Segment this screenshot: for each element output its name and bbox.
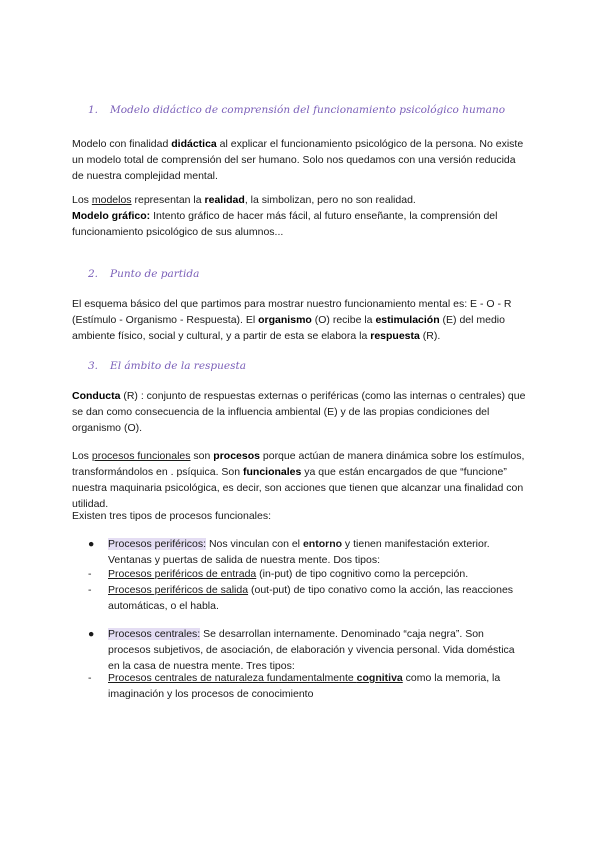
bold-conducta: Conducta xyxy=(72,390,121,402)
text-run: Los xyxy=(72,194,92,206)
text-run: (E) del medio ambiente físico, social y cultural, y a partir de esta se elabora la xyxy=(72,314,505,342)
text-run: (out-put) de tipo conativo como la acción, las reacciones automáticas, o el habla. xyxy=(108,584,514,612)
text-run: representan la xyxy=(131,194,205,206)
bold-realidad: realidad xyxy=(204,194,245,206)
dash-cognitive-processes xyxy=(88,670,528,702)
text-run: y tienen manifestación exterior. Ventanas y puertas de salida de nuestra mente. Dos tipos: xyxy=(108,538,490,566)
bullet-mark: ● xyxy=(88,628,95,640)
dash-mark: - xyxy=(88,672,92,684)
paragraph-three-types: Existen tres tipos de procesos funcionales: xyxy=(72,510,272,522)
paragraph-eor-scheme xyxy=(72,296,528,344)
text-run: al explicar el funcionamiento psicológico de la persona. No existe un modelo total de comprensión del ser humano. Solo nos quedamos con una versión reducida de nuestra complejidad mental. xyxy=(72,138,524,182)
text-run: ya que están encargados de que “funcione” nuestra maquinaria psicológica, es decir, son acciones que tienen que alcanzar una finalidad con utilidad. xyxy=(72,466,524,510)
highlight-procesos-perifericos: Procesos periféricos: xyxy=(108,538,207,550)
text-run: (R) : conjunto de respuestas externas o periféricas (como las internas o centrales) que se dan como consecuencia de la influencia ambiental (E) y de las propias condiciones del organismo (O). xyxy=(72,390,526,434)
highlight-procesos-centrales: Procesos centrales: xyxy=(108,628,201,640)
dash-input-processes xyxy=(88,566,528,582)
underlined-modelos: modelos xyxy=(91,194,132,206)
text-run: Se desarrollan internamente. Denominado “caja negra”. Son procesos subjetivos, de asociación, de elaboración y vivencia personal. Vida doméstica en la casa de nuestra mente. Tres tipos: xyxy=(108,628,515,672)
bullet-mark: ● xyxy=(88,538,95,550)
section-number: 1. xyxy=(88,104,99,116)
dash-mark: - xyxy=(88,584,92,596)
bold-procesos: procesos xyxy=(213,450,260,462)
bold-organismo: organismo xyxy=(258,314,312,326)
bold-respuesta: respuesta xyxy=(370,330,420,342)
paragraph-graphic-model xyxy=(72,208,528,240)
section-number: 2. xyxy=(88,268,99,280)
section-heading-2 xyxy=(88,268,199,280)
section-heading-1 xyxy=(88,104,505,116)
text-run: Intento gráfico de hacer más fácil, al futuro enseñante, la comprensión del funcionamiento psicológico de sus alumnos... xyxy=(72,210,498,238)
underlined-procesos-funcionales: procesos funcionales xyxy=(91,450,191,462)
text-run: porque actúan de manera dinámica sobre los estímulos, transformándolos en . psíquica. Son xyxy=(72,450,525,478)
text-run: Nos vinculan con el xyxy=(206,538,303,550)
bold-entorno: entorno xyxy=(302,538,343,550)
text-run: Los xyxy=(72,450,92,462)
section-title: El ámbito de la respuesta xyxy=(110,360,246,372)
text-run: , la simbolizan, pero no son realidad. xyxy=(244,194,416,206)
section-title: Punto de partida xyxy=(110,268,200,280)
text-run: Modelo con finalidad xyxy=(72,138,172,150)
text-run: El esquema básico del que partimos para mostrar nuestro funcionamiento mental es: E - O - R (Estímulo - Organismo - Respuesta). El xyxy=(72,298,512,326)
section-number: 3. xyxy=(88,360,99,372)
paragraph-model-purpose xyxy=(72,136,528,184)
bullet-peripheral xyxy=(88,536,528,568)
section-heading-3 xyxy=(88,360,246,372)
text-run: como la memoria, la imaginación y los procesos de conocimiento xyxy=(108,672,501,700)
paragraph-functional-processes xyxy=(72,448,528,512)
dash-mark: - xyxy=(88,568,92,580)
section-title: Modelo didáctico de comprensión del funcionamiento psicológico humano xyxy=(110,104,506,116)
bullet-central xyxy=(88,626,528,674)
text-run: (O) recibe la xyxy=(311,314,376,326)
underlined-entrada: Procesos periféricos de entrada xyxy=(108,568,257,580)
bold-didactica: didáctica xyxy=(171,138,217,150)
bold-estimulacion: estimulación xyxy=(375,314,440,326)
text-run: (in-put) de tipo cognitivo como la percepción. xyxy=(256,568,469,580)
text-run: son xyxy=(190,450,214,462)
bold-funcionales: funcionales xyxy=(243,466,302,478)
text-run: (R). xyxy=(419,330,441,342)
bold-modelo-grafico: Modelo gráfico: xyxy=(72,210,151,222)
bold-cognitiva: cognitiva xyxy=(356,672,403,684)
dash-output-processes xyxy=(88,582,528,614)
paragraph-conducta xyxy=(72,388,528,436)
underlined-salida: Procesos periféricos de salida xyxy=(108,584,249,596)
underlined-centrales-naturaleza: Procesos centrales de naturaleza fundamentalmente xyxy=(108,672,357,684)
paragraph-models xyxy=(72,192,528,208)
